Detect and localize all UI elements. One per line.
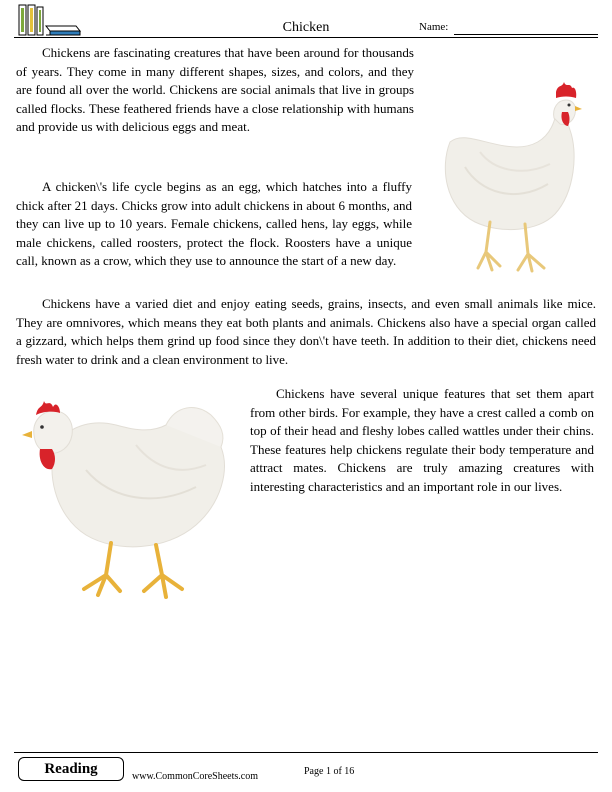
paragraph-features — [250, 385, 594, 496]
paragraph-diet-text: Chickens have a varied diet and enjoy eating seeds, grains, insects, and even small animals like mice. They are omnivores, which means they eat both plants and animals. Chickens also have a special organ called a gizzard, which helps them grind up food since they don\'t have teeth. In addition to their diet, chickens need fresh water to drink and a clean environment to live. — [16, 296, 596, 367]
paragraph-diet — [16, 295, 596, 369]
name-line — [454, 34, 598, 35]
paragraph-life-cycle — [16, 178, 412, 271]
header-divider — [14, 37, 598, 38]
page-number: Page 1 of 16 — [304, 766, 355, 777]
paragraph-intro-text: Chickens are fascinating creatures that have been around for thousands of years. They come in many different shapes, sizes, and colors, and they are found all over the world. Chickens are social animals that live in groups called flocks. These feathered friends have a close relationship with humans and provide us with delicious eggs and meat. — [16, 45, 414, 134]
worksheet-header — [14, 0, 598, 40]
paragraph-features-text: Chickens have several unique features that set them apart from other birds. For example, they have a crest called a comb on top of their head and fleshy lobes called wattles under their chins. These features help chickens regulate their body temperature and attract mates. Chickens are truly amazing creatures with interesting characteristics and an important role in our lives. — [250, 386, 594, 494]
chicken-image-walking — [16, 375, 240, 615]
reading-category-button[interactable]: Reading — [18, 757, 124, 781]
site-url: www.CommonCoreSheets.com — [132, 771, 259, 782]
paragraph-intro — [16, 44, 414, 137]
footer-divider — [14, 752, 598, 753]
name-label: Name: — [419, 21, 449, 33]
chicken-image-standing — [420, 72, 595, 282]
paragraph-life-cycle-text: A chicken\'s life cycle begins as an egg, which hatches into a fluffy chick after 21 days. Chicks grow into adult chickens in about 6 months, and they can live up to 10 years. Female chickens, called hens, lay eggs, while male chickens, called roosters, protect the flock. Roosters have a unique call, known as a crow, which they use to announce the start of a new day. — [16, 179, 412, 268]
page-title: Chicken — [282, 20, 330, 35]
